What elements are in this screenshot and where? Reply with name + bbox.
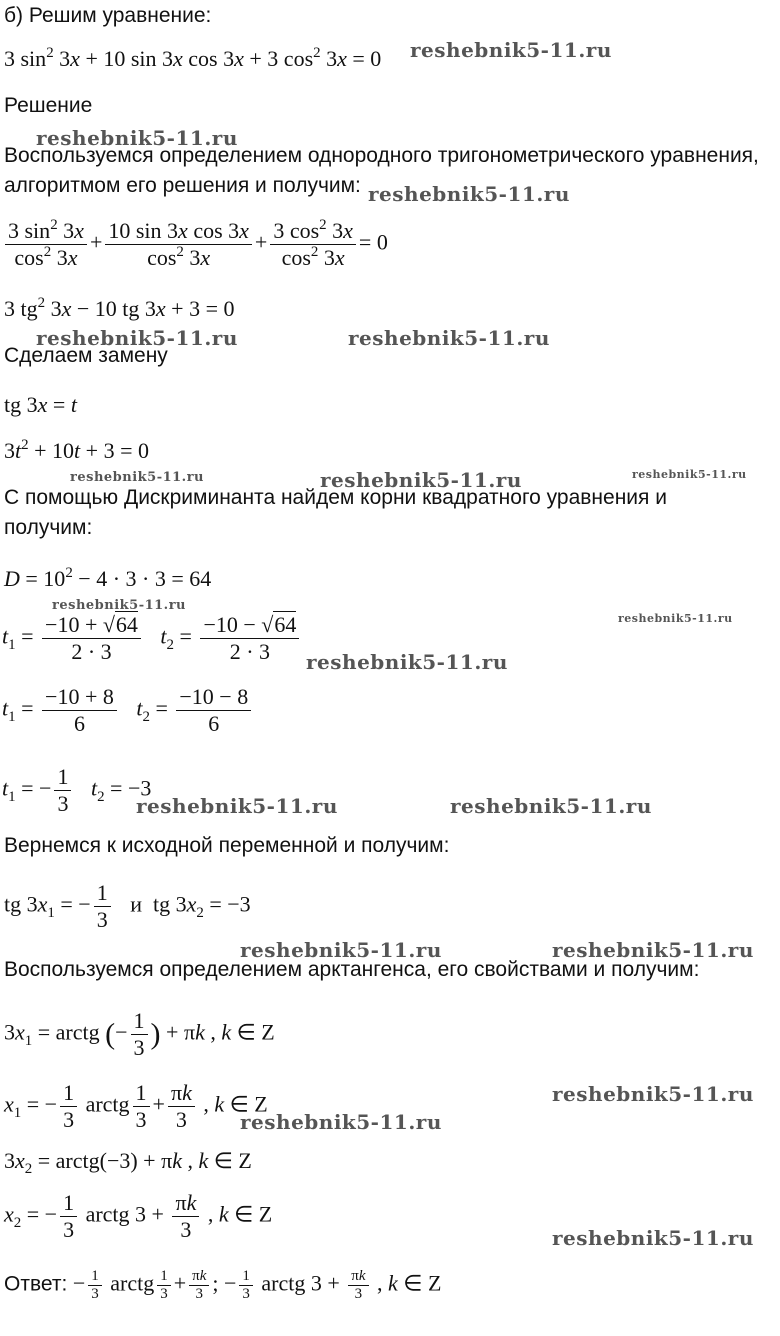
equation-discriminant: $D = 10^2 - 4 \cdot 3 \cdot 3 = 64$ — [4, 565, 212, 591]
paragraph-discriminant-1: С помощью Дискриминанта найдем корни квадратного уравнения и — [4, 486, 667, 509]
equation-3x1: $3x_1$ = arctg (− $\frac{1}{3}$ ) + πk , k ∈ Z — [4, 1008, 275, 1060]
watermark: reshebnik5-11.ru — [450, 794, 652, 818]
conjunction-and: и — [130, 891, 142, 917]
watermark: reshebnik5-11.ru — [240, 938, 442, 962]
watermark: reshebnik5-11.ru — [240, 1110, 442, 1134]
watermark: reshebnik5-11.ru — [552, 938, 754, 962]
watermark: reshebnik5-11.ru — [348, 326, 550, 350]
watermark: reshebnik5-11.ru — [368, 182, 570, 206]
paragraph-substitution: Сделаем замену — [4, 344, 168, 367]
problem-title: б) Решим уравнение: — [4, 4, 212, 27]
answer-line: Ответ: − $\frac{1}{3}$ arctg $\frac{1}{3}$ + $\frac{\pi k}{3}$ ; − $\frac{1}{3}$ arctg 3 + $\frac{\pi k}{3}$ , k ∈ Z — [4, 1268, 442, 1302]
solution-heading: Решение — [4, 94, 93, 117]
watermark: reshebnik5-11.ru — [320, 468, 522, 492]
equation-x1: $x_1$ = − $\frac{1}{3}$ arctg $\frac{1}{3}$ + $\frac{\pi k}{3}$ , k ∈ Z — [4, 1080, 268, 1132]
equation-tangent: 3 $tg^2$ 3x − 10 tg 3x + 3 = 0 — [4, 295, 235, 321]
paragraph-arctangent: Воспользуемся определением арктангенса, его свойствами и получим: — [4, 958, 700, 981]
equation-3x2: $3x_2$ = arctg(−3) + πk , k ∈ Z — [4, 1148, 252, 1178]
watermark: reshebnik5-11.ru — [70, 470, 205, 485]
watermark: reshebnik5-11.ru — [552, 1082, 754, 1106]
equation-substitution: tg 3x = t — [4, 392, 77, 417]
equation-back-substitution: tg $3x_1$ = − $\frac{1}{3}$ и tg $3x_2 = -3$ — [4, 880, 251, 932]
equation-x2: $x_2$ = − $\frac{1}{3}$ arctg 3 + $\frac{\pi k}{3}$ , k ∈ Z — [4, 1190, 273, 1242]
watermark: reshebnik5-11.ru — [136, 794, 338, 818]
equation-original: 3 $\sin^2 3x + 10$ sin 3x cos 3x + 3 $\cos^2 3x = 0$ — [4, 45, 382, 71]
watermark: reshebnik5-11.ru — [36, 126, 238, 150]
watermark: reshebnik5-11.ru — [306, 650, 508, 674]
answer-label: Ответ: — [4, 1272, 68, 1296]
paragraph-discriminant-2: получим: — [4, 516, 93, 539]
equation-quadratic: $3t^2 + 10t + 3 = 0$ — [4, 437, 149, 463]
watermark: reshebnik5-11.ru — [632, 468, 747, 481]
equation-roots-result: $t_1$ = − $\frac{1}{3}$ $t_2 = -3$ — [2, 764, 152, 816]
watermark: reshebnik5-11.ru — [52, 598, 187, 613]
watermark: reshebnik5-11.ru — [618, 612, 733, 625]
equation-roots-values: $t_1$ = $\frac{-10 + 8}{6}$ $t_2$ = $\frac{-10 - 8}{6}$ — [2, 684, 254, 737]
paragraph-return: Вернемся к исходной переменной и получим: — [4, 834, 450, 857]
equation-roots-formula: $t_1$ = $\frac{-10 + √64}{2 \cdot 3}$ $t_2$ = $\frac{-10 - √64}{2 \cdot 3}$ — [2, 612, 302, 665]
watermark: reshebnik5-11.ru — [552, 1226, 754, 1250]
paragraph-method-1: Воспользуемся определением однородного тригонометрического уравнения, — [4, 144, 759, 167]
watermark: reshebnik5-11.ru — [36, 326, 238, 350]
paragraph-method-2: алгоритмом его решения и получим: — [4, 174, 361, 197]
watermark: reshebnik5-11.ru — [410, 38, 612, 62]
equation-divided: $\frac{3 \sin^2 3x}{\cos^2 3x}$ + $\frac{\text{10 sin 3x cos 3x}}{\cos^2 3x}$ + $\frac{3 \cos^2 3x}{\cos^2 3x}$ = 0 — [2, 218, 388, 271]
